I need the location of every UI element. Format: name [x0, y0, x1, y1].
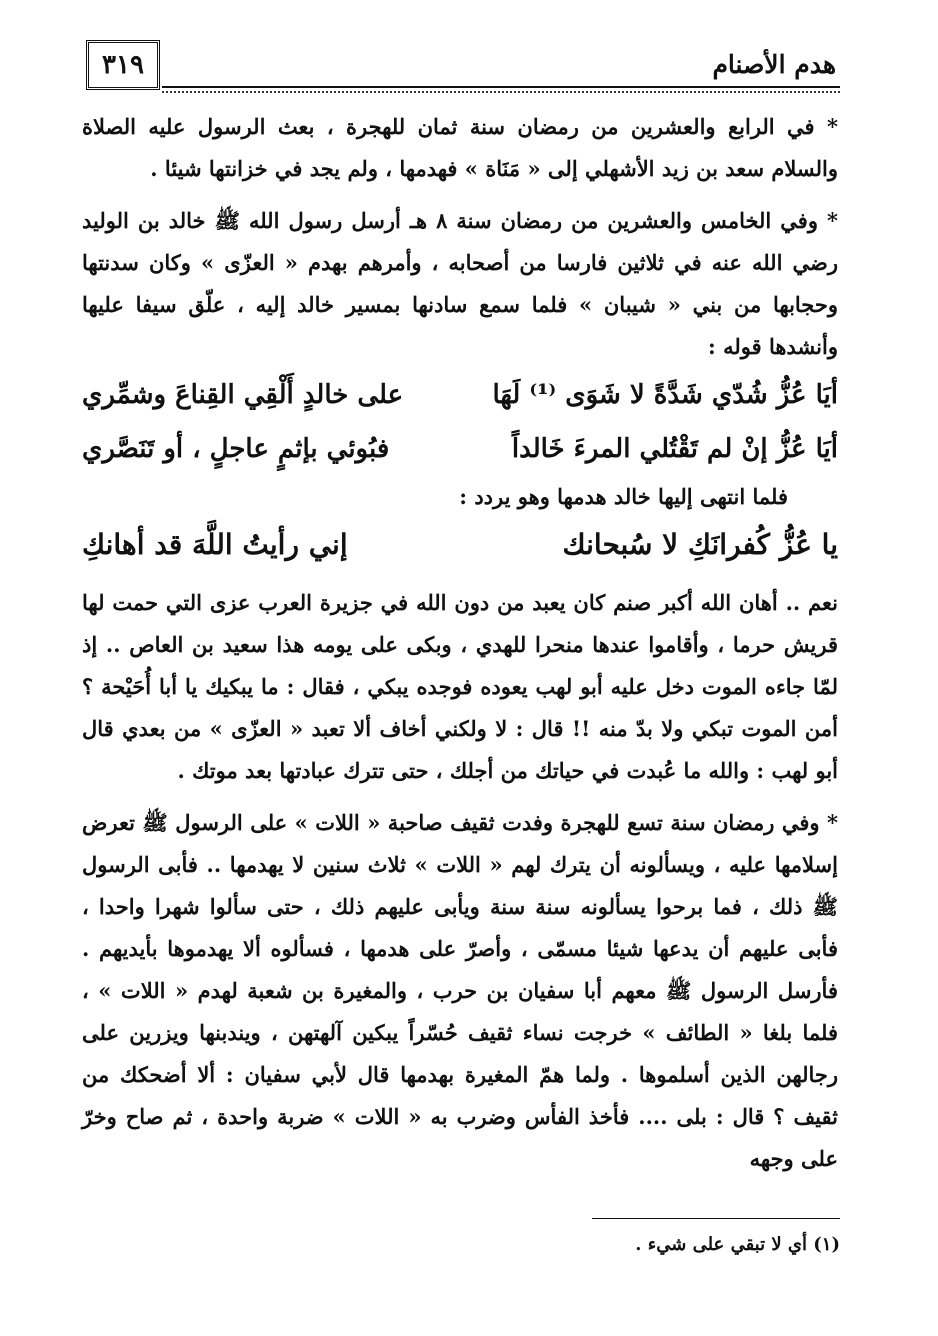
verse-2-second-hemistich: فبُوئي بإثمٍ عاجلٍ ، أو تَنَصَّري — [82, 434, 390, 464]
header-rule — [162, 86, 840, 88]
paragraph-manat: * في الرابع والعشرين من رمضان سنة ثمان للهجرة ، بعث الرسول عليه الصلاة والسلام سعد بن زيد الأشهلي إلى « مَنَاة » فهدمها ، ولم يجد في خزانتها شيئا . — [82, 114, 838, 181]
main-text — [82, 106, 838, 1180]
footnote: (١) أي لا تبقي على شيء . — [635, 1234, 840, 1255]
verse-3-second-hemistich: إني رأيتُ اللَّهَ قد أهانكِ — [82, 528, 348, 561]
paragraph-said-ibn-al-as: نعم .. أهان الله أكبر صنم كان يعبد من دون الله في جزيرة العرب عزى التي حمت لها قريش حرما ، وأقاموا عندها منحرا للهدي ، وبكى على يومه هذا سعيد بن العاص .. إذ لمّا جاءه الموت دخل عليه أبو لهب يعوده فوجده يبكي ، فقال : ما يبكيك يا أبا أُحَيْحة ؟ أمن الموت تبكي ولا بدّ منه !! قال : لا ولكني أخاف ألا تعبد « العزّى » من بعدي قال أبو لهب : والله ما عُبدت في حياتك من أجلك ، حتى تترك عبادتها بعد موتك . — [82, 590, 838, 783]
page-number: ٣١٩ — [86, 40, 160, 90]
verse-1-first-hemistich: أيَا عُزُّ شُدّي شَدَّةً لا شَوَى ⁽¹⁾ لَهَا — [492, 380, 838, 410]
verse-intro: فلما انتهى إليها خالد هدمها وهو يردد : — [459, 484, 788, 509]
verse-1-second-hemistich: على خالدٍ أَلْقِي القِناعَ وشمِّري — [82, 380, 404, 410]
page-header — [80, 40, 840, 94]
verse-2-first-hemistich: أيَا عُزُّ إنْ لم تَقْتُلي المرءَ خَالداً — [511, 434, 838, 464]
verse-line-3 — [82, 518, 838, 572]
paragraph-uzza: * وفي الخامس والعشرين من رمضان سنة ٨ هـ أرسل رسول الله ﷺ خالد بن الوليد رضي الله عنه في ثلاثين فارسا من أصحابه ، وأمرهم بهدم « العزّى » وكان سدنتها وحجابها من بني « شيبان » فلما سمع سادنها بمسير خالد إليه ، علّق سيفا عليها وأنشدها قوله : — [82, 208, 838, 359]
verse-line-2 — [82, 422, 838, 476]
header-dotted-rule — [162, 91, 840, 93]
verse-3-first-hemistich: يا عُزُّ كُفرانَكِ لا سُبحانك — [562, 528, 838, 561]
verse-line-1 — [82, 368, 838, 422]
paragraph-al-lat: * وفي رمضان سنة تسع للهجرة وفدت ثقيف صاحبة « اللات » على الرسول ﷺ تعرض إسلامها عليه ، ويسألونه أن يترك لهم « اللات » ثلاث سنين لا يهدمها .. فأبى الرسول ﷺ ذلك ، فما برحوا يسألونه سنة سنة ويأبى عليهم ذلك ، حتى سألوا شهرا واحدا ، فأبى عليهم أن يدعها شيئا مسمّى ، وأصرّ على هدمها ، فسألوه ألا يهدموها بأيديهم . فأرسل الرسول ﷺ معهم أبا سفيان بن حرب ، والمغيرة بن شعبة لهدم « اللات » ، فلما بلغا « الطائف » خرجت نساء ثقيف حُسّراً يبكين آلهتهن ، ويندبنها ويزرين على رجالهن الذين أسلموها . ولما همّ المغيرة بهدمها قال لأبي سفيان : ألا أضحكك من ثقيف ؟ قال : بلى .... فأخذ الفأس وضرب به « اللات » ضربة واحدة ، ثم صاح وخرّ على وجهه — [82, 810, 838, 1171]
footnote-rule — [592, 1218, 840, 1219]
running-title: هدم الأصنام — [712, 50, 836, 79]
